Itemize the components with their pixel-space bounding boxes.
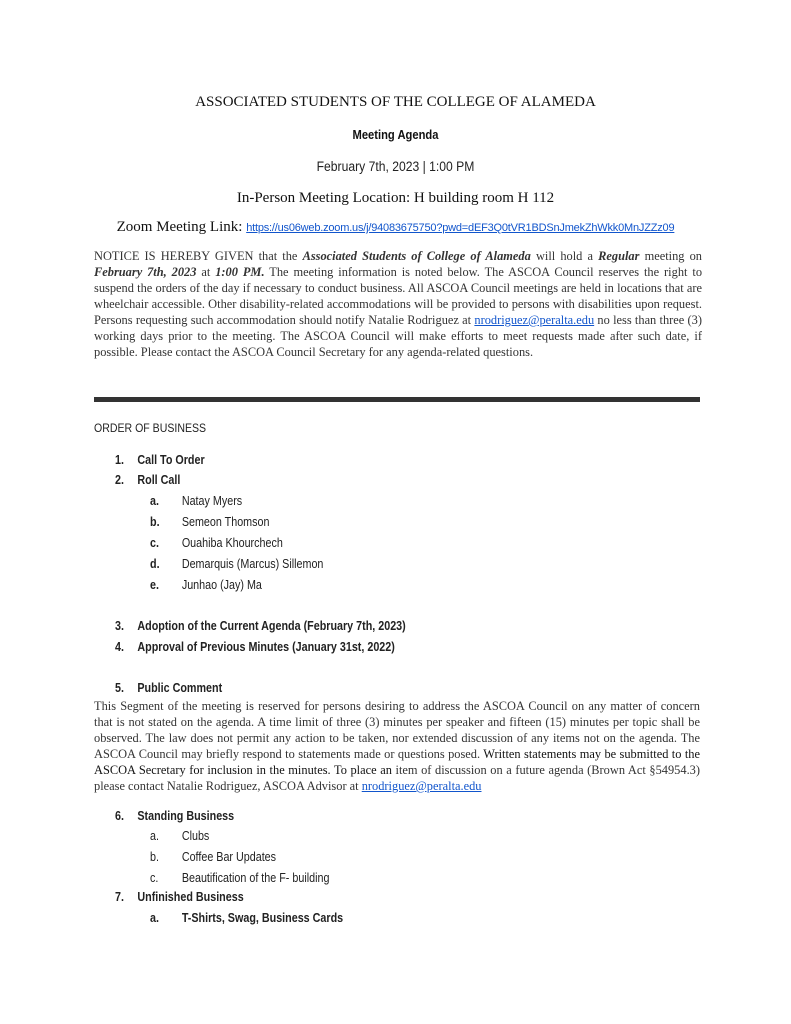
item-number: 5.	[115, 681, 124, 695]
zoom-line	[0, 219, 791, 236]
sub-number: b.	[150, 515, 160, 529]
member-name: Junhao (Jay) Ma	[181, 578, 262, 592]
unfinished-item	[150, 911, 343, 925]
public-comment-paragraph	[94, 698, 700, 794]
public-text-2: Written statements may be submitted to the ASCOA Secretary for inclusion in the minutes. To place an	[94, 747, 700, 777]
notice-text-4: at	[196, 265, 216, 279]
sub-number: b.	[150, 850, 159, 864]
public-email-link[interactable]: nrodriguez@peralta.edu	[361, 779, 482, 793]
notice-text-5: The meeting information is noted below. The ASCOA Council reserves the right to suspend the orders of the day if necessary to conduct business. All ASCOA Council meetings are held in locations that are wheelchair accessible. Other disability-related accommodations will be provided to persons with disabilities upon request. Persons requesting such accommodation should notify Natalie Rodriguez at	[94, 265, 703, 327]
zoom-label: Zoom Meeting Link:	[116, 219, 243, 235]
meeting-location: In-Person Meeting Location: H building room H 112	[236, 190, 555, 206]
sub-number: a.	[150, 829, 159, 843]
roll-call-member	[150, 536, 283, 550]
agenda-item-roll-call	[115, 473, 180, 487]
notice-date: February 7th, 2023	[94, 265, 197, 279]
roll-call-member	[150, 578, 262, 592]
sub-number: a.	[150, 494, 159, 508]
public-text-1: This Segment of the meeting is reserved for persons desiring to address the ASCOA Council on any matter of concern that is not stated on the agenda. A time limit of three (3) minutes per speaker and fifteen (15) minutes per topic shall be observed. The law does not permit any action to be taken, nor extended discussion of any items not on the agenda. The ASCOA Council may briefly respond to statements made or questions posed.	[94, 699, 700, 761]
meeting-dateline: February 7th, 2023 | 1:00 PM	[316, 159, 475, 174]
member-name: Ouahiba Khourchech	[181, 536, 283, 550]
item-label: Call To Order	[137, 453, 205, 467]
sub-number: c.	[150, 536, 159, 550]
item-number: 2.	[115, 473, 124, 487]
item-label: Public Comment	[137, 681, 223, 695]
notice-text-2: will hold a	[530, 249, 599, 263]
sub-number: e.	[150, 578, 159, 592]
unfinished-label: T-Shirts, Swag, Business Cards	[181, 911, 344, 925]
notice-text-3: meeting on	[639, 249, 702, 263]
standing-item	[150, 871, 329, 885]
item-number: 1.	[115, 453, 124, 467]
item-number: 3.	[115, 619, 124, 633]
standing-item	[150, 829, 209, 843]
agenda-item-approval	[115, 640, 395, 654]
item-label: Adoption of the Current Agenda (February 7th, 2023)	[137, 619, 406, 633]
member-name: Semeon Thomson	[181, 515, 270, 529]
standing-label: Clubs	[181, 829, 210, 843]
notice-time: 1:00 PM.	[215, 265, 265, 279]
standing-item	[150, 850, 276, 864]
member-name: Demarquis (Marcus) Sillemon	[181, 557, 324, 571]
agenda-item-public-comment	[115, 681, 222, 695]
agenda-item-adoption	[115, 619, 406, 633]
item-label: Unfinished Business	[137, 890, 244, 904]
order-of-business-heading: ORDER OF BUSINESS	[94, 421, 207, 435]
roll-call-member	[150, 557, 323, 571]
sub-number: c.	[150, 871, 159, 885]
notice-meeting-type: Regular	[598, 249, 640, 263]
standing-label: Coffee Bar Updates	[181, 850, 277, 864]
notice-email-link[interactable]: nrodriguez@peralta.edu	[474, 313, 595, 327]
member-name: Natay Myers	[181, 494, 243, 508]
item-label: Roll Call	[137, 473, 181, 487]
sub-number: d.	[150, 557, 160, 571]
item-number: 7.	[115, 890, 124, 904]
zoom-link[interactable]: https://us06web.zoom.us/j/94083675750?pwd=dEF3Q0tVR1BDSnJmekZhWkk0MnJZZz09	[246, 222, 675, 234]
notice-text-6: no less than three (3) working days prior to the meeting. The ASCOA Council will make efforts to meet requests made after such date, if possible. Please contact the ASCOA Council Secretary for any agenda-related questions.	[94, 313, 702, 359]
agenda-item-unfinished-business	[115, 890, 244, 904]
public-text-3: item of discussion on a future agenda (Brown Act §54954.3) please contact Natalie Rodriguez, ASCOA Advisor at	[94, 763, 700, 793]
roll-call-member	[150, 515, 269, 529]
item-number: 4.	[115, 640, 124, 654]
agenda-item-standing-business	[115, 809, 234, 823]
notice-text-1: NOTICE IS HEREBY GIVEN that the	[94, 249, 303, 263]
item-label: Standing Business	[137, 809, 235, 823]
item-number: 6.	[115, 809, 124, 823]
standing-label: Beautification of the F- building	[181, 871, 330, 885]
section-divider	[94, 397, 700, 402]
roll-call-member	[150, 494, 242, 508]
notice-paragraph	[94, 248, 702, 360]
agenda-item-call-to-order	[115, 453, 205, 467]
document-title: ASSOCIATED STUDENTS OF THE COLLEGE OF ALAMEDA	[195, 94, 596, 110]
sub-number: a.	[150, 911, 159, 925]
document-subtitle: Meeting Agenda	[352, 127, 439, 142]
notice-org: Associated Students of College of Alameda	[302, 249, 531, 263]
item-label: Approval of Previous Minutes (January 31st, 2022)	[137, 640, 395, 654]
